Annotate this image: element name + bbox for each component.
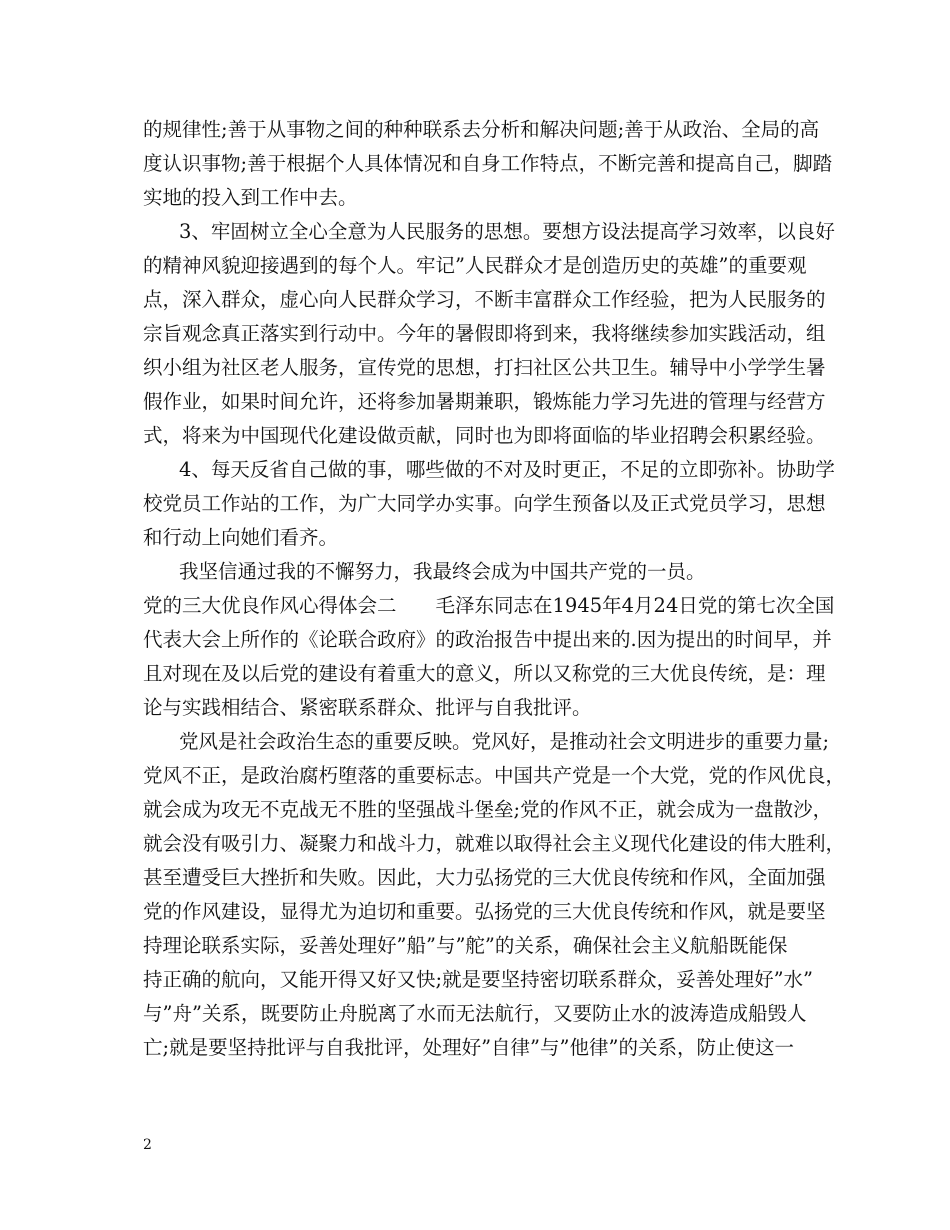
text-line: 点，深入群众，虚心向人民群众学习，不断丰富群众工作经验，把为人民服务的	[143, 288, 826, 311]
text-line: 党的作风建设，显得尤为迫切和重要。弘扬党的三大优良传统和作风，就是要坚	[143, 900, 826, 923]
text-line: 织小组为社区老人服务，宣传党的思想，打扫社区公共卫生。辅导中小学学生暑	[143, 356, 826, 379]
text-line: 度认识事物;善于根据个人具体情况和自身工作特点，不断完善和提高自己，脚踏	[143, 152, 833, 175]
text-line: 我坚信通过我的不懈努力，我最终会成为中国共产党的一员。	[179, 560, 706, 583]
text-line: 就会没有吸引力、凝聚力和战斗力，就难以取得社会主义现代化建设的伟大胜利，	[143, 832, 846, 855]
section-heading-line: 党的三大优良作风心得体会二 毛泽东同志在1945年4月24日党的第七次全国	[143, 594, 835, 617]
text-line: 代表大会上所作的《论联合政府》的政治报告中提出来的.因为提出的时间早，并	[143, 628, 832, 651]
text-line: 和行动上向她们看齐。	[143, 526, 339, 549]
text-line: 假作业，如果时间允许，还将参加暑期兼职，锻炼能力学习先进的管理与经营方	[143, 390, 826, 413]
text-line: 校党员工作站的工作，为广大同学办实事。向学生预备以及正式党员学习，思想	[143, 492, 826, 515]
text-line: 与”舟”关系，既要防止舟脱离了水而无法航行，又要防止水的波涛造成船毁人	[143, 1002, 807, 1025]
text-line: 4、每天反省自己做的事，哪些做的不对及时更正，不足的立即弥补。协助学	[179, 458, 835, 481]
document-body	[143, 113, 846, 1065]
text-line: 的精神风貌迎接遇到的每个人。牢记”人民群众才是创造历史的英雄”的重要观	[143, 254, 807, 277]
text-line: 亡;就是要坚持批评与自我批评，处理好”自律”与”他律”的关系，防止使这一	[143, 1036, 794, 1059]
text-line: 的规律性;善于从事物之间的种种联系去分析和解决问题;善于从政治、全局的高	[143, 118, 820, 141]
text-line: 实地的投入到工作中去。	[143, 186, 358, 209]
text-line: 党风不正，是政治腐朽堕落的重要标志。中国共产党是一个大党，党的作风优良，	[143, 764, 846, 787]
page-number: 2	[143, 1137, 152, 1153]
text-line: 持理论联系实际，妥善处理好”船”与”舵”的关系，确保社会主义航船既能保	[143, 934, 788, 957]
text-line: 持正确的航向，又能开得又好又快;就是要坚持密切联系群众，妥善处理好”水”	[143, 968, 814, 991]
text-line: 论与实践相结合、紧密联系群众、批评与自我批评。	[143, 696, 592, 719]
text-line: 甚至遭受巨大挫折和失败。因此，大力弘扬党的三大优良传统和作风，全面加强	[143, 866, 826, 889]
text-line: 3、牢固树立全心全意为人民服务的思想。要想方设法提高学习效率，以良好	[179, 220, 835, 243]
text-line: 党风是社会政治生态的重要反映。党风好，是推动社会文明进步的重要力量;	[179, 730, 830, 753]
text-line: 且对现在及以后党的建设有着重大的意义，所以又称党的三大优良传统，是：理	[143, 662, 826, 685]
text-line: 宗旨观念真正落实到行动中。今年的暑假即将到来，我将继续参加实践活动，组	[143, 322, 826, 345]
text-line: 就会成为攻无不克战无不胜的坚强战斗堡垒;党的作风不正，就会成为一盘散沙，	[143, 798, 833, 821]
text-line: 式，将来为中国现代化建设做贡献，同时也为即将面临的毕业招聘会积累经验。	[143, 424, 826, 447]
